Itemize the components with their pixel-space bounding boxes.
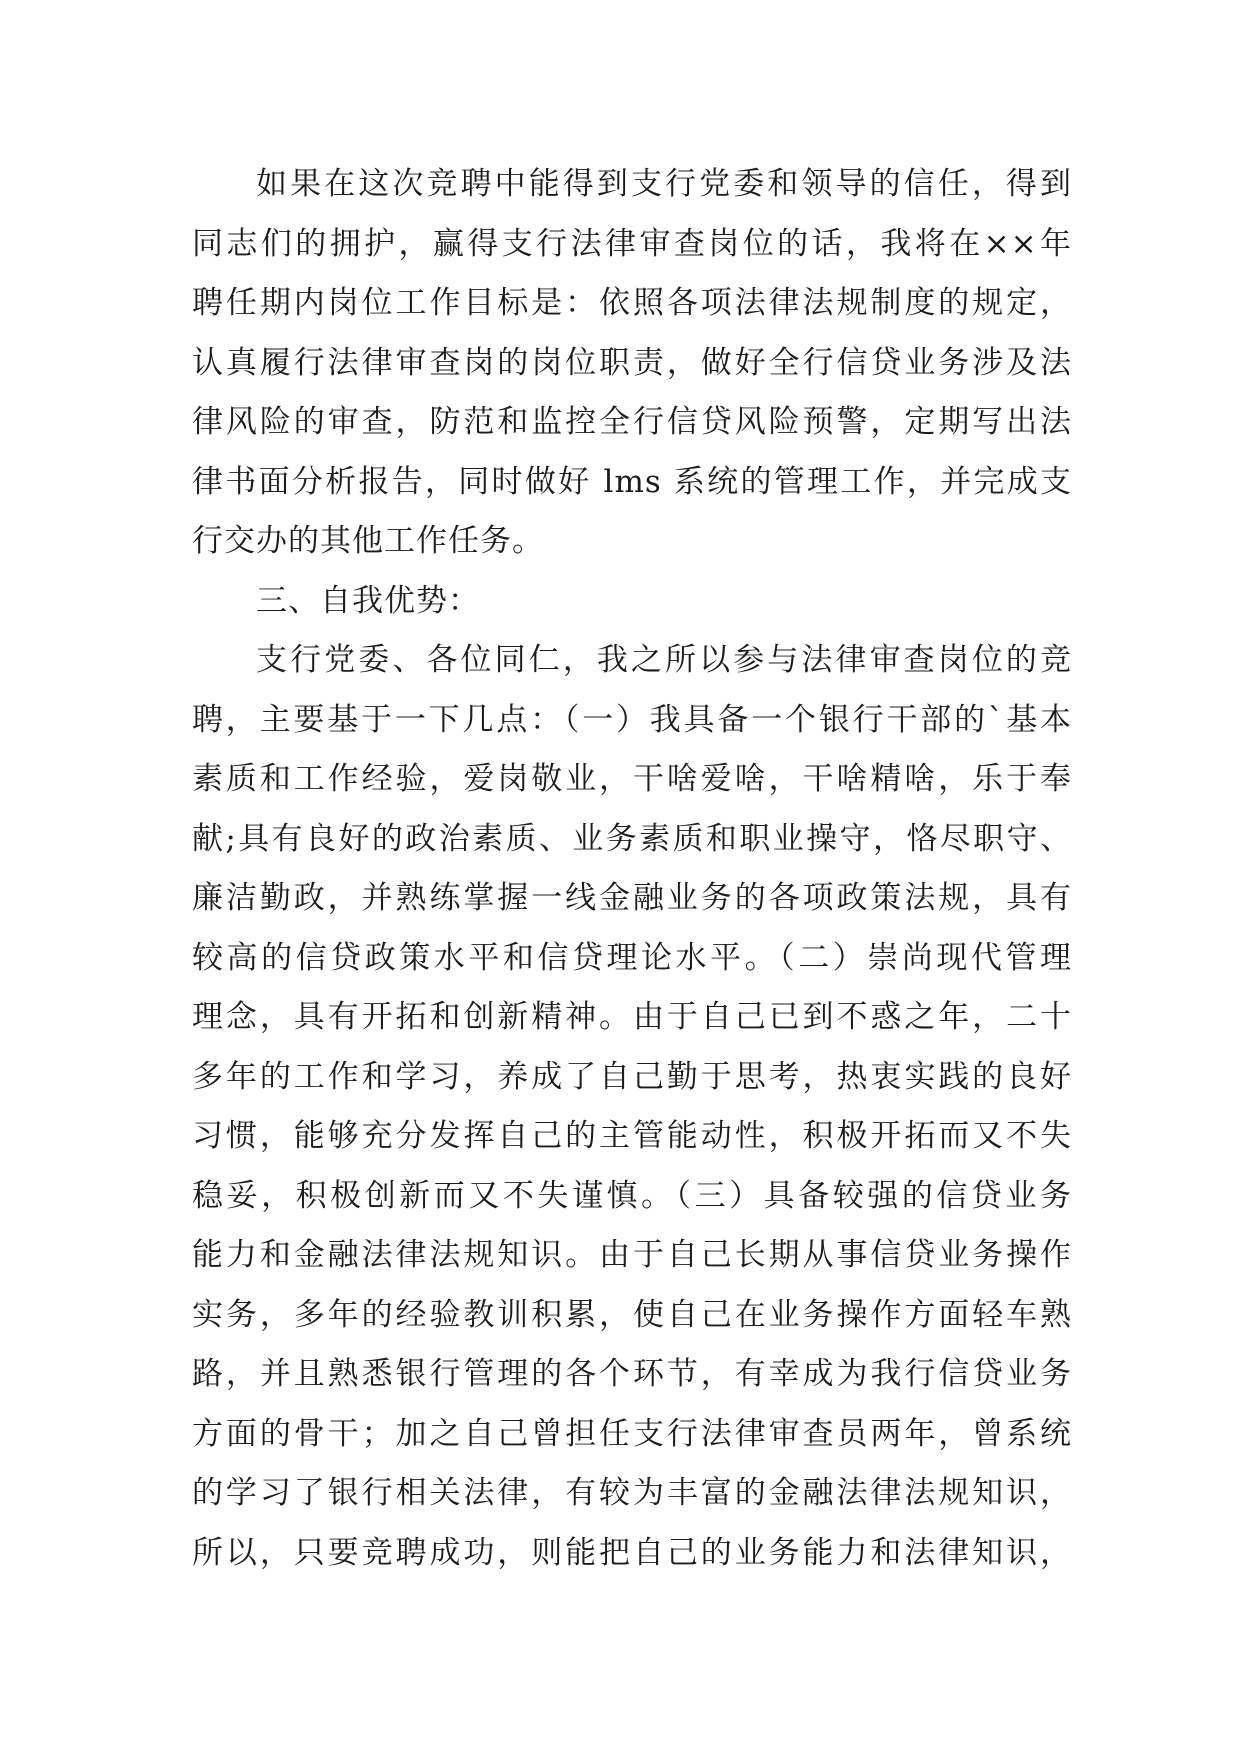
text-line: 稳妥，积极创新而又不失谨慎。（三）具备较强的信贷业务: [192, 1177, 1072, 1214]
text-line: 聘，主要基于一下几点：（一）我具备一个银行干部的`基本: [192, 701, 1072, 738]
text-line: 廉洁勤政，并熟练掌握一线金融业务的各项政策法规，具有: [192, 880, 1072, 916]
text-line: 路，并且熟悉银行管理的各个环节，有幸成为我行信贷业务: [192, 1356, 1072, 1392]
text-line: 认真履行法律审查岗的岗位职责，做好全行信贷业务涉及法: [192, 344, 1072, 381]
text-line: 行交办的其他工作任务。: [192, 523, 544, 559]
text-line: 支行党委、各位同仁，我之所以参与法律审查岗位的竞: [256, 642, 1072, 678]
text-line: 的学习了银行相关法律，有较为丰富的金融法律法规知识，: [192, 1475, 1072, 1511]
text-line: 能力和金融法律法规知识。由于自己长期从事信贷业务操作: [192, 1237, 1072, 1273]
text-line: 素质和工作经验，爱岗敬业，干啥爱啥，干啥精啥，乐于奉: [192, 761, 1072, 797]
text-line: 如果在这次竞聘中能得到支行党委和领导的信任，得到: [256, 166, 1072, 202]
text-line: 较高的信贷政策水平和信贷理论水平。（二）崇尚现代管理: [192, 939, 1072, 976]
text-line: 多年的工作和学习，养成了自己勤于思考，热衷实践的良好: [192, 1058, 1072, 1095]
text-line: 理念，具有开拓和创新精神。由于自己已到不惑之年，二十: [192, 999, 1072, 1035]
text-line: 律风险的审查，防范和监控全行信贷风险预警，定期写出法: [192, 404, 1072, 440]
text-line: 律书面分析报告，同时做好 lms 系统的管理工作，并完成支: [192, 463, 1072, 500]
text-line: 实务，多年的经验教训积累，使自己在业务操作方面轻车熟: [192, 1296, 1072, 1333]
text-line: 所以，只要竞聘成功，则能把自己的业务能力和法律知识，: [192, 1534, 1072, 1571]
document-body: [192, 155, 1072, 1583]
section-heading: 三、自我优势：: [256, 582, 480, 619]
text-line: 献;具有良好的政治素质、业务素质和职业操守，恪尽职守、: [192, 820, 1072, 857]
text-line: 同志们的拥护，赢得支行法律审查岗位的话，我将在××年: [192, 225, 1072, 262]
text-line: 聘任期内岗位工作目标是：依照各项法律法规制度的规定，: [192, 285, 1072, 321]
text-line: 方面的骨干；加之自己曾担任支行法律审查员两年，曾系统: [192, 1415, 1072, 1452]
text-line: 习惯，能够充分发挥自己的主管能动性，积极开拓而又不失: [192, 1118, 1072, 1154]
